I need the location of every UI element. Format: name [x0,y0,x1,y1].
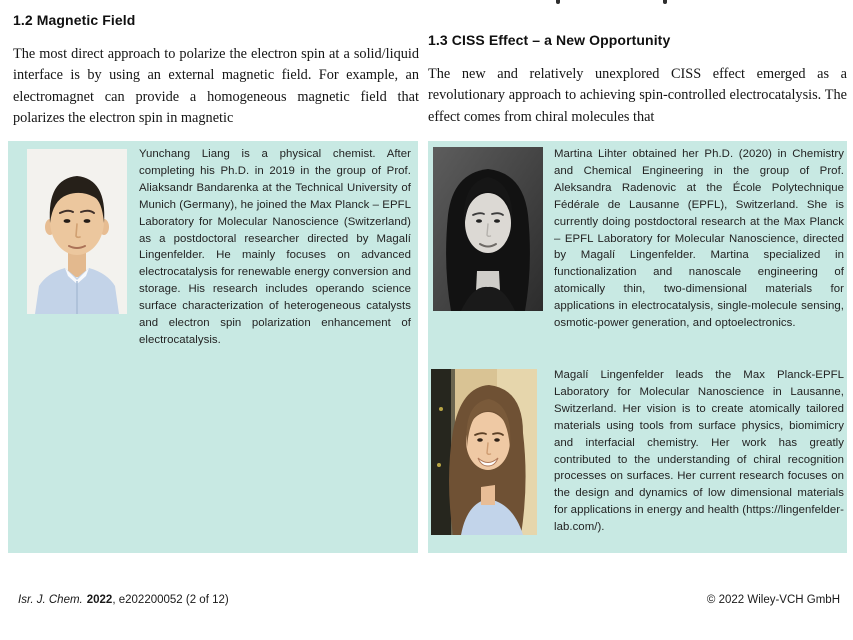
journal-year: 2022 [86,594,113,606]
cropped-text-remnant [663,0,667,4]
portrait-magali-lingenfelder-photo [431,369,537,535]
section-heading-ciss-effect: 1.3 CISS Effect – a New Opportunity [428,32,671,48]
bio-text-yunchang-liang: Yunchang Liang is a physical chemist. After completing his Ph.D. in 2019 in the group of Prof. Aliaksandr Bandarenka at the Technical University of Munich (Germany), he joined the Max Planck – EPFL Laboratory for Molecular Nanoscience (Switzerland) as a postdoctoral researcher directed by Magalí Lingenfelder. He mainly focuses on advanced electrocatalysis for renewable energy conversion and storage. His research includes operando science surface characterization of heterogeneous catalysts and electron spin polarization enhancement of electrocatalysis. [139,148,411,346]
portrait-magali-lingenfelder [431,369,537,535]
bio-panel-left [8,141,418,553]
section-body-ciss-effect: The new and relatively unexplored CISS effect emerged as a revolutionary approach to achieving spin-controlled electrocatalysis. The effect comes from chiral molecules that [428,66,847,125]
journal-citation [18,594,229,606]
portrait-martina-lihter-photo [433,147,543,311]
section-heading-magnetic-field: 1.2 Magnetic Field [13,12,136,28]
portrait-martina-lihter [433,147,543,311]
bio-text-magali-lingenfelder: Magalí Lingenfelder leads the Max Planck-EPFL Laboratory for Molecular Nanoscience in Lausanne, Switzerland. Her vision is to create atomically tailored materials using tools from surface physics, biomimicry and interfacial chemistry. Her work has greatly contributed to the understanding of chiral recognition processes on surfaces. Her current research focuses on the design and dynamics of low dimensional materials for applications in energy and health (https://lingenfelder-lab.com/). [554,369,844,534]
cropped-text-remnant [556,0,560,4]
journal-name: Isr. J. Chem. [18,594,83,606]
portrait-yunchang-liang [27,149,127,314]
bio-panel-right [428,141,847,553]
copyright-notice: © 2022 Wiley-VCH GmbH [706,594,840,606]
section-body-magnetic-field: The most direct approach to polarize the electron spin at a solid/liquid interface is by using an external magnetic field. For example, an electromagnet can provide a homogeneous magnetic field that polarizes the electron spin in magnetic [13,46,419,127]
portrait-yunchang-liang-photo [27,149,127,314]
article-id-pagination: , e202200052 (2 of 12) [112,594,229,606]
bio-text-martina-lihter: Martina Lihter obtained her Ph.D. (2020) in Chemistry and Chemical Engineering in the group of Prof. Aleksandra Radenovic at the École Polytechnique Fédérale de Lausanne (EPFL), Switzerland. She is currently doing postdoctoral research at the Max Planck – EPFL Laboratory for Molecular Nanoscience, directed by Magalí Lingenfelder. Martina specialized in functionalization and nanoscale engineering of atomically thin, two-dimensional materials for applications in electrocatalysis, single-molecule sensing, osmotic-power generation, and optoelectronics. [554,148,844,330]
